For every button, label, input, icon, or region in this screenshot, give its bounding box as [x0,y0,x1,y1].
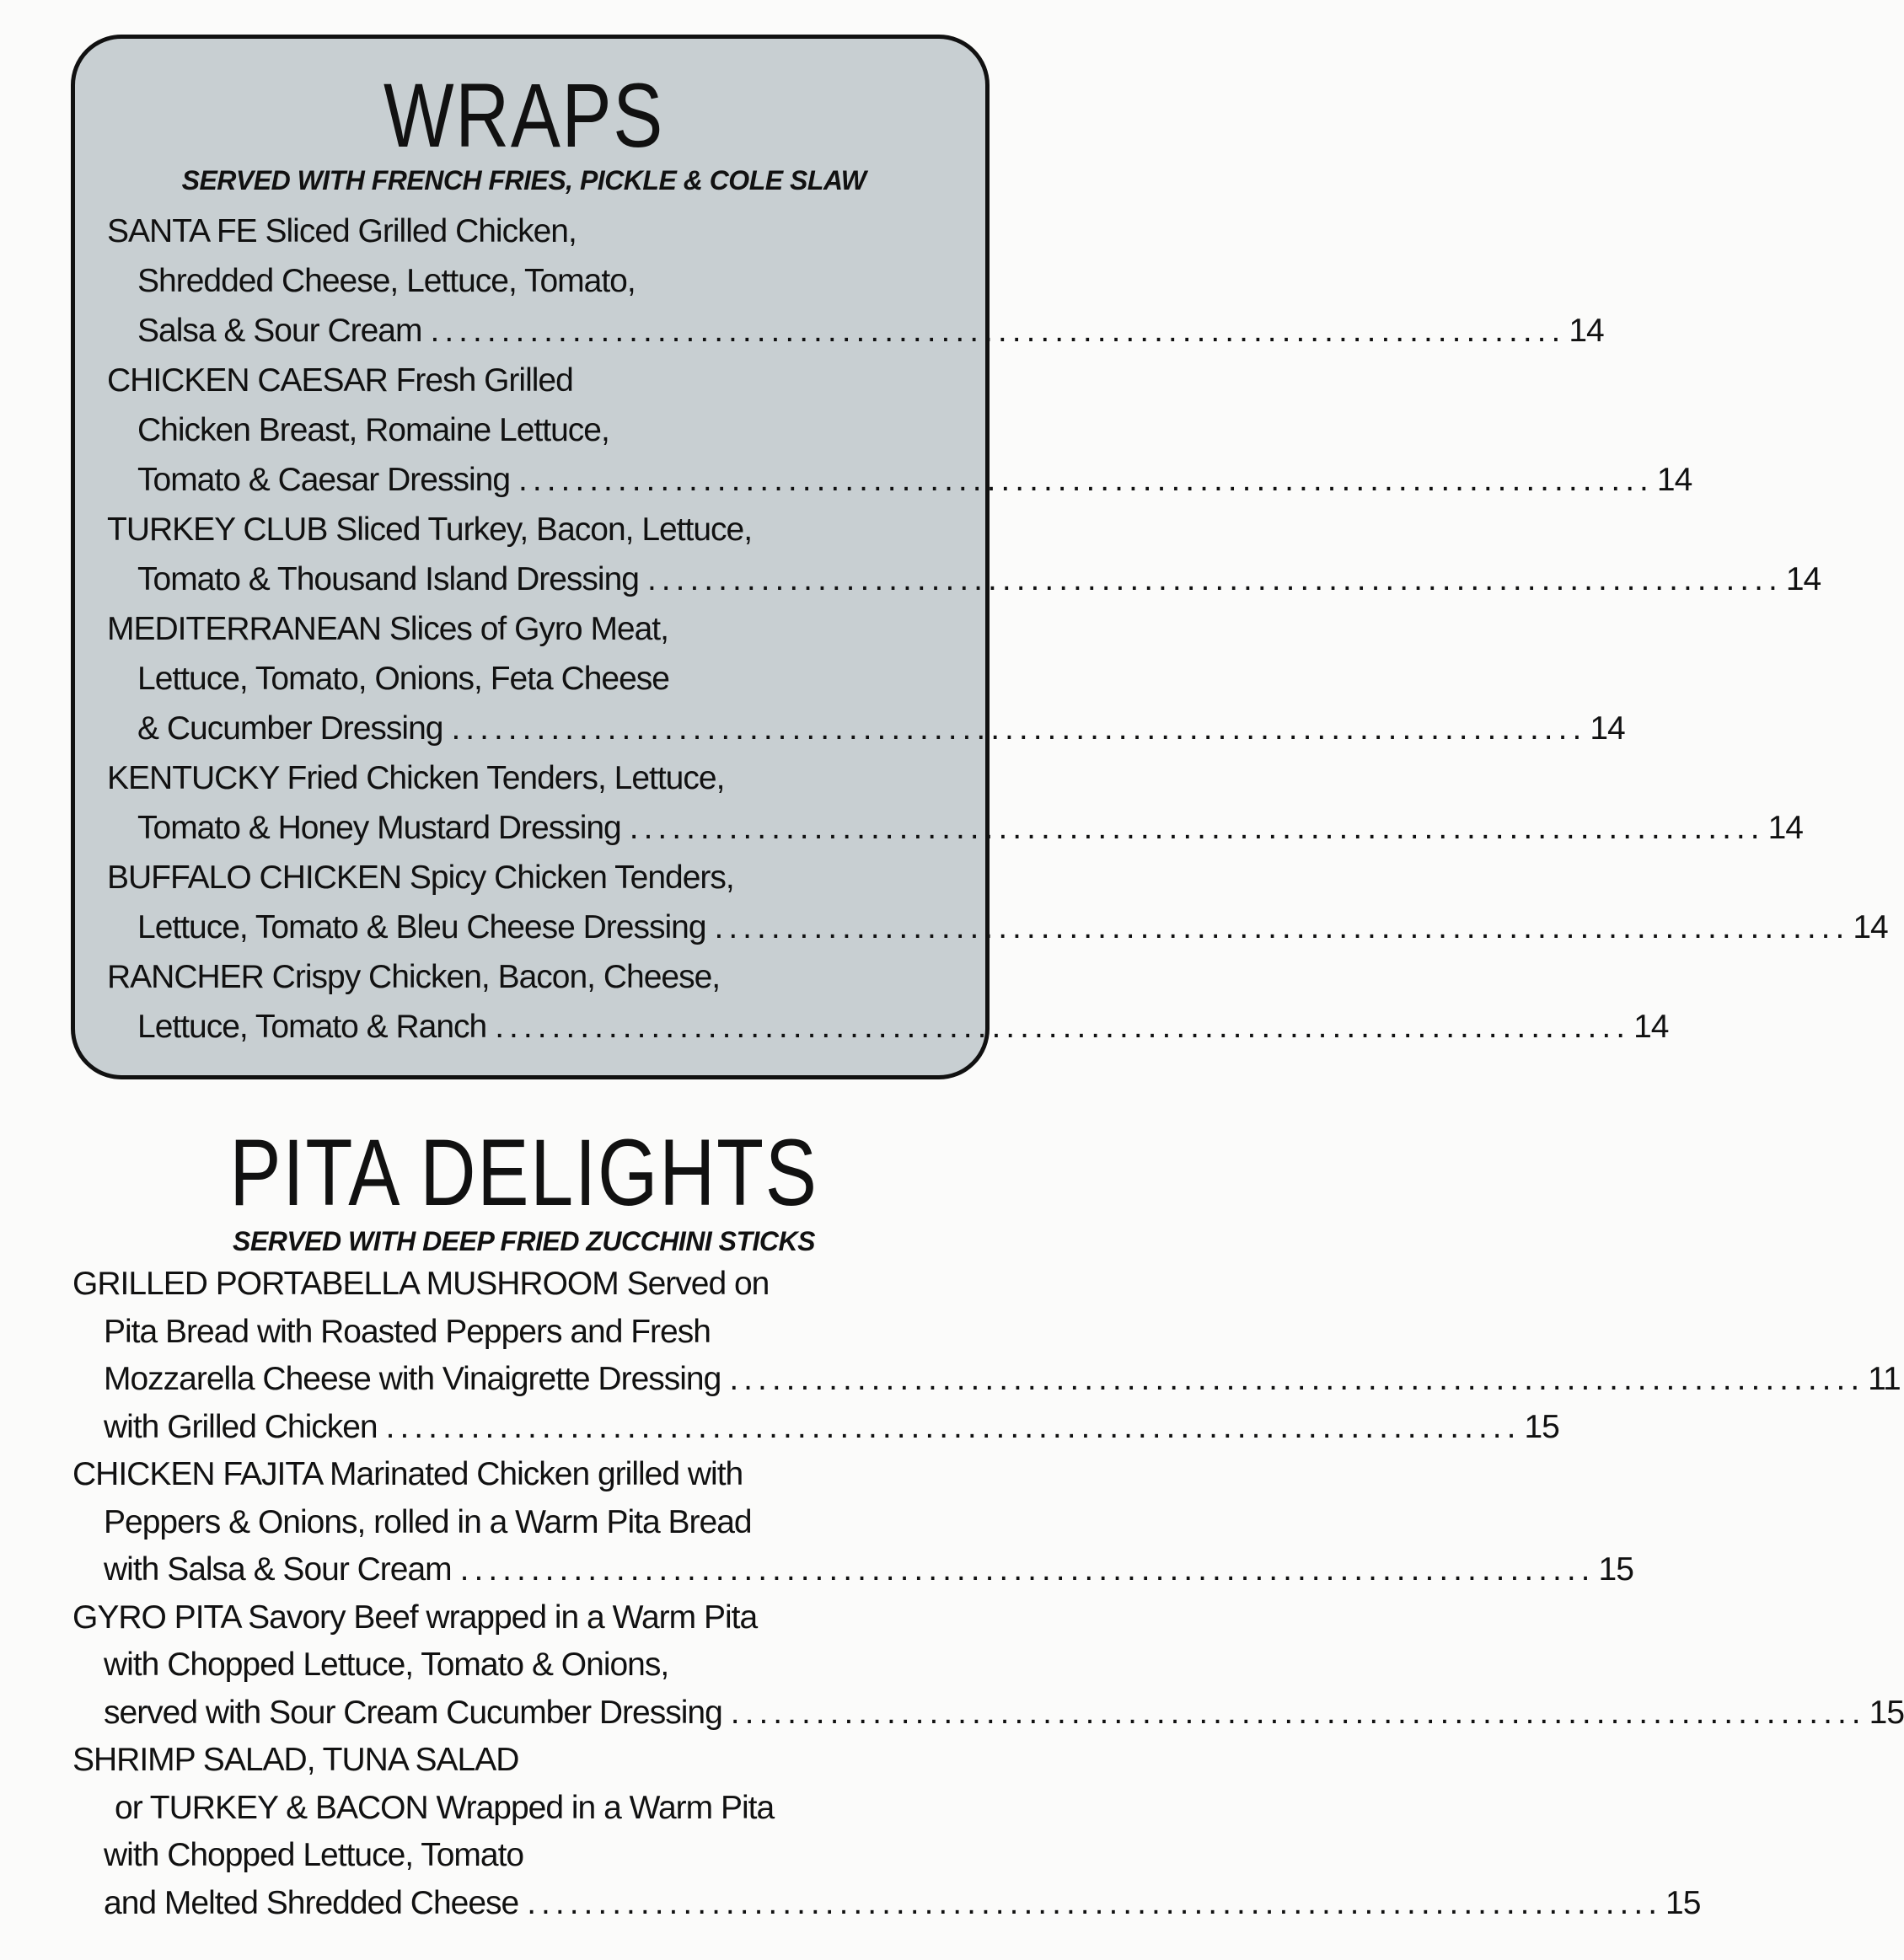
leader-dots: ................................................................................ [729,1361,1865,1397]
menu-item-line [107,604,958,654]
leader-dots: ................................................................................ [459,1551,1596,1588]
menu-item-line [72,1309,995,1357]
leader-dots: ................................................................................ [451,710,1587,747]
menu-item-price: 14 [1767,810,1803,846]
menu-item-line [72,1451,995,1499]
menu-item-price: 14 [1633,1009,1669,1045]
menu-item-text: RANCHER Crispy Chicken, Bacon, Cheese, [107,959,721,995]
menu-item-line [107,654,958,704]
menu-item-line [107,505,958,554]
menu-item-text: CHICKEN FAJITA Marinated Chicken grilled with [72,1456,743,1492]
menu-item-text: GYRO PITA Savory Beef wrapped in a Warm Pita [72,1599,758,1636]
menu-item-text: Tomato & Caesar Dressing [137,462,511,498]
menu-item-line [72,1261,995,1309]
menu-item-text: CHICKEN CAESAR Fresh Grilled [107,362,573,399]
leader-dots: ................................................................................ [714,909,1850,945]
menu-item-line [72,1356,1901,1404]
menu-item-line [107,405,958,455]
menu-item-line [72,1594,995,1642]
menu-item-price: 14 [1569,313,1604,349]
menu-item-text: MEDITERRANEAN Slices of Gyro Meat, [107,611,668,647]
menu-item-text: and Melted Shredded Cheese [104,1884,519,1921]
menu-item-line [107,753,958,803]
menu-item-text: Chicken Breast, Romaine Lettuce, [137,412,609,448]
leader-dots: ................................................................................ [730,1694,1866,1731]
leader-dots: ................................................................................ [495,1009,1631,1045]
menu-item-text: BUFFALO CHICKEN Spicy Chicken Tenders, [107,860,734,896]
menu-item-line [72,1546,1633,1594]
menu-item-text: SANTA FE Sliced Grilled Chicken, [107,213,577,249]
menu-item-text: with Chopped Lettuce, Tomato [104,1837,524,1873]
menu-item-text: Peppers & Onions, rolled in a Warm Pita Bread [104,1503,752,1540]
pita-item-list [72,1261,1904,1927]
menu-item-line [107,704,1625,753]
leader-dots: ................................................................................ [518,462,1654,498]
menu-item-line [72,1737,995,1785]
menu-item-line [107,803,1803,853]
menu-item-price: 14 [1656,462,1692,498]
leader-dots: ................................................................................ [646,561,1783,597]
menu-item-price: 15 [1665,1884,1701,1921]
menu-item-text: GRILLED PORTABELLA MUSHROOM Served on [72,1266,770,1302]
menu-item-text: Pita Bread with Roasted Peppers and Fresh [104,1313,711,1350]
menu-item-text: with Salsa & Sour Cream [104,1551,452,1588]
menu-item-line [72,1880,1701,1928]
leader-dots: ................................................................................ [527,1884,1663,1921]
menu-item-price: 14 [1785,561,1821,597]
menu-item-line [107,554,1821,604]
menu-item-price: 15 [1524,1408,1559,1445]
menu-item-text: or TURKEY & BACON Wrapped in a Warm Pita [115,1789,775,1826]
menu-item-text: Tomato & Honey Mustard Dressing [137,810,621,846]
menu-item-line [72,1832,995,1880]
menu-item-line [107,853,958,902]
menu-item-line [72,1785,995,1833]
wraps-subtitle: SERVED WITH FRENCH FRIES, PICKLE & COLE SLAW [181,165,866,195]
menu-item-text: Shredded Cheese, Lettuce, Tomato, [137,263,636,299]
menu-item-text: TURKEY CLUB Sliced Turkey, Bacon, Lettuce, [107,511,753,548]
menu-item-line [107,206,958,256]
menu-item-line [107,455,1692,505]
menu-item-text: Lettuce, Tomato & Ranch [137,1009,487,1045]
menu-item-line [72,1641,995,1690]
menu-item-text: Lettuce, Tomato, Onions, Feta Cheese [137,661,669,697]
menu-item-line [107,1002,1669,1052]
menu-item-price: 15 [1869,1694,1904,1731]
leader-dots: ................................................................................ [385,1408,1521,1445]
menu-item-text: KENTUCKY Fried Chicken Tenders, Lettuce, [107,760,725,796]
leader-dots: ................................................................................ [629,810,1765,846]
menu-item-text: & Cucumber Dressing [137,710,443,747]
wraps-item-list [107,206,1888,1052]
menu-item-text: Tomato & Thousand Island Dressing [137,561,639,597]
menu-item-line [107,952,958,1002]
pita-subtitle: SERVED WITH DEEP FRIED ZUCCHINI STICKS [233,1226,815,1256]
menu-item-line [72,1404,1559,1452]
menu-item-line [72,1690,1904,1738]
menu-item-line [72,1499,995,1547]
menu-item-text: served with Sour Cream Cucumber Dressing [104,1694,722,1731]
menu-item-text: Lettuce, Tomato & Bleu Cheese Dressing [137,909,706,945]
leader-dots: ................................................................................ [430,313,1566,349]
menu-item-price: 11 [1868,1361,1901,1397]
menu-item-line [107,356,958,405]
menu-item-line [107,902,1888,952]
menu-item-line [107,256,958,306]
wraps-title: WRAPS [383,64,664,166]
menu-item-price: 14 [1853,909,1888,945]
menu-item-text: with Grilled Chicken [104,1408,378,1445]
menu-item-text: Mozzarella Cheese with Vinaigrette Dressing [104,1361,721,1397]
menu-item-text: with Chopped Lettuce, Tomato & Onions, [104,1647,669,1683]
menu-item-text: Salsa & Sour Cream [137,313,422,349]
menu-item-price: 15 [1598,1551,1633,1588]
menu-item-text: SHRIMP SALAD, TUNA SALAD [72,1742,519,1778]
menu-item-line [107,306,1604,356]
menu-item-price: 14 [1590,710,1625,747]
pita-title: PITA DELIGHTS [229,1120,818,1225]
